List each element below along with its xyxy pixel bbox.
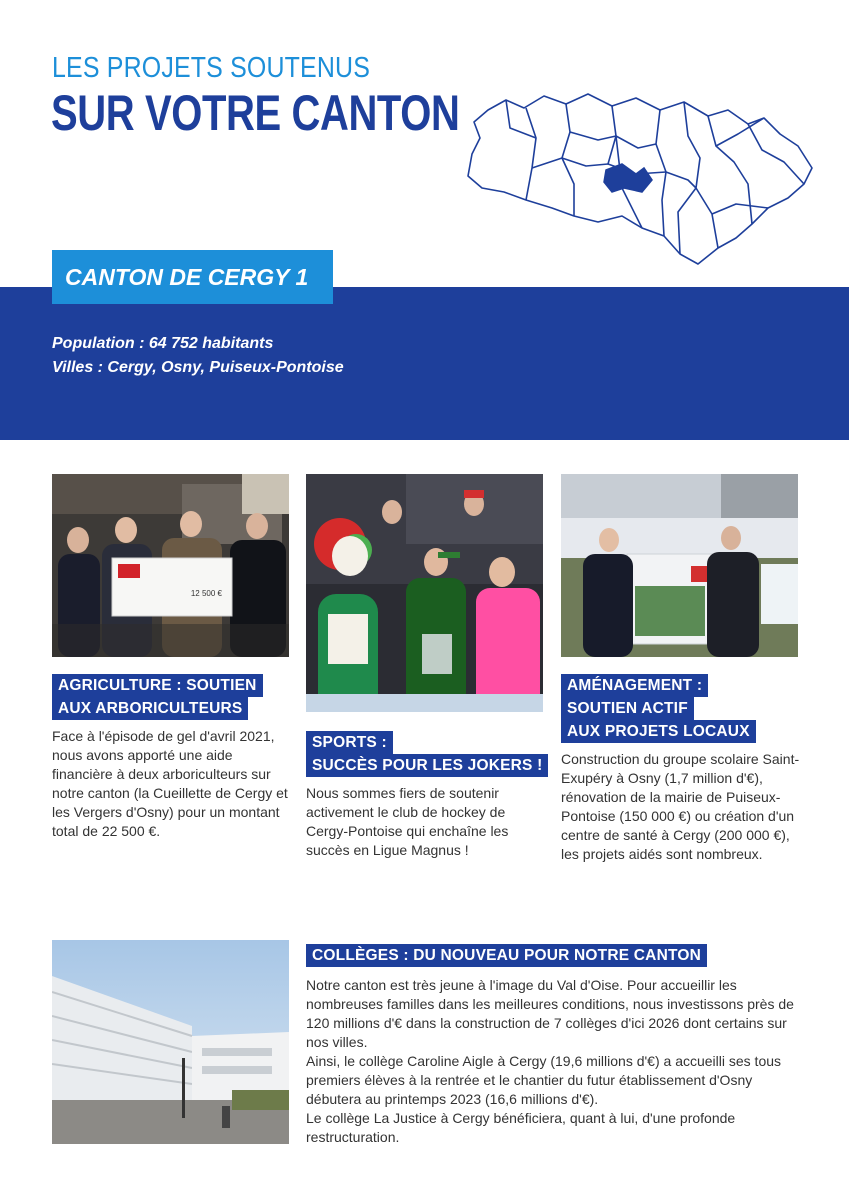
colleges-title: COLLÈGES : DU NOUVEAU POUR NOTRE CANTON [306, 944, 707, 967]
sports-title-line2: SUCCÈS POUR LES JOKERS ! [306, 754, 548, 777]
agriculture-photo [52, 474, 289, 657]
agriculture-title-line2: AUX ARBORICULTEURS [52, 697, 248, 720]
canton-map [466, 88, 814, 268]
amenagement-body: Construction du groupe scolaire Saint-Exupéry à Osny (1,7 million d'€), rénovation de la mairie de Puiseux-Pontoise (150 000 €) ou création d'un centre de santé à Cergy (200 000 €), les projets aidés sont nombreux. [561, 751, 800, 862]
villes-line: Villes : Cergy, Osny, Puiseux-Pontoise [52, 359, 344, 376]
amenagement-photo [561, 474, 798, 657]
colleges-paragraph-1: Notre canton est très jeune à l'image du Val d'Oise. Pour accueillir les nombreuses familles dans les meilleures conditions, nous investissons près de 120 millions d'€ dans la construction de 7 collèges d'ici 2026 dont certains sur nos villes. [306, 977, 794, 1050]
page-title: SUR VOTRE CANTON [51, 85, 460, 141]
agriculture-title-line1: AGRICULTURE : SOUTIEN [52, 674, 263, 697]
kicker-title: LES PROJETS SOUTENUS [52, 52, 371, 84]
colleges-paragraph-3: Le collège La Justice à Cergy bénéficiera, quant à lui, d'une profonde restructuration. [306, 1110, 736, 1145]
college-photo [52, 940, 289, 1144]
canton-name-tag: CANTON DE CERGY 1 [52, 250, 333, 304]
amenagement-title-line2: SOUTIEN ACTIF [561, 697, 694, 720]
canton-facts [52, 332, 344, 380]
amenagement-title-line3: AUX PROJETS LOCAUX [561, 720, 756, 743]
sports-title-line1: SPORTS : [306, 731, 393, 754]
amenagement-title-line1: AMÉNAGEMENT : [561, 674, 708, 697]
colleges-body [306, 976, 804, 1147]
population-line: Population : 64 752 habitants [52, 335, 274, 352]
sports-body: Nous sommes fiers de soutenir activement le club de hockey de Cergy-Pontoise qui enchaîne les succès en Ligue Magnus ! [306, 785, 509, 858]
agriculture-body: Face à l'épisode de gel d'avril 2021, nous avons apporté une aide financière à deux arboriculteurs sur notre canton (la Cueillette de Cergy et les Vergers d'Osny) pour un montant total de 22 500 €. [52, 728, 288, 839]
cergy-canton-highlight [604, 164, 652, 192]
colleges-paragraph-2: Ainsi, le collège Caroline Aigle à Cergy (19,6 millions d'€) a accueilli ses tous premiers élèves à la rentrée et le chantier du futur établissement d'Osny débutera au printemps 2023 (16,6 millions d'€). [306, 1053, 782, 1107]
cheque-amount: 12 500 € [190, 589, 222, 598]
sports-photo [306, 474, 543, 712]
